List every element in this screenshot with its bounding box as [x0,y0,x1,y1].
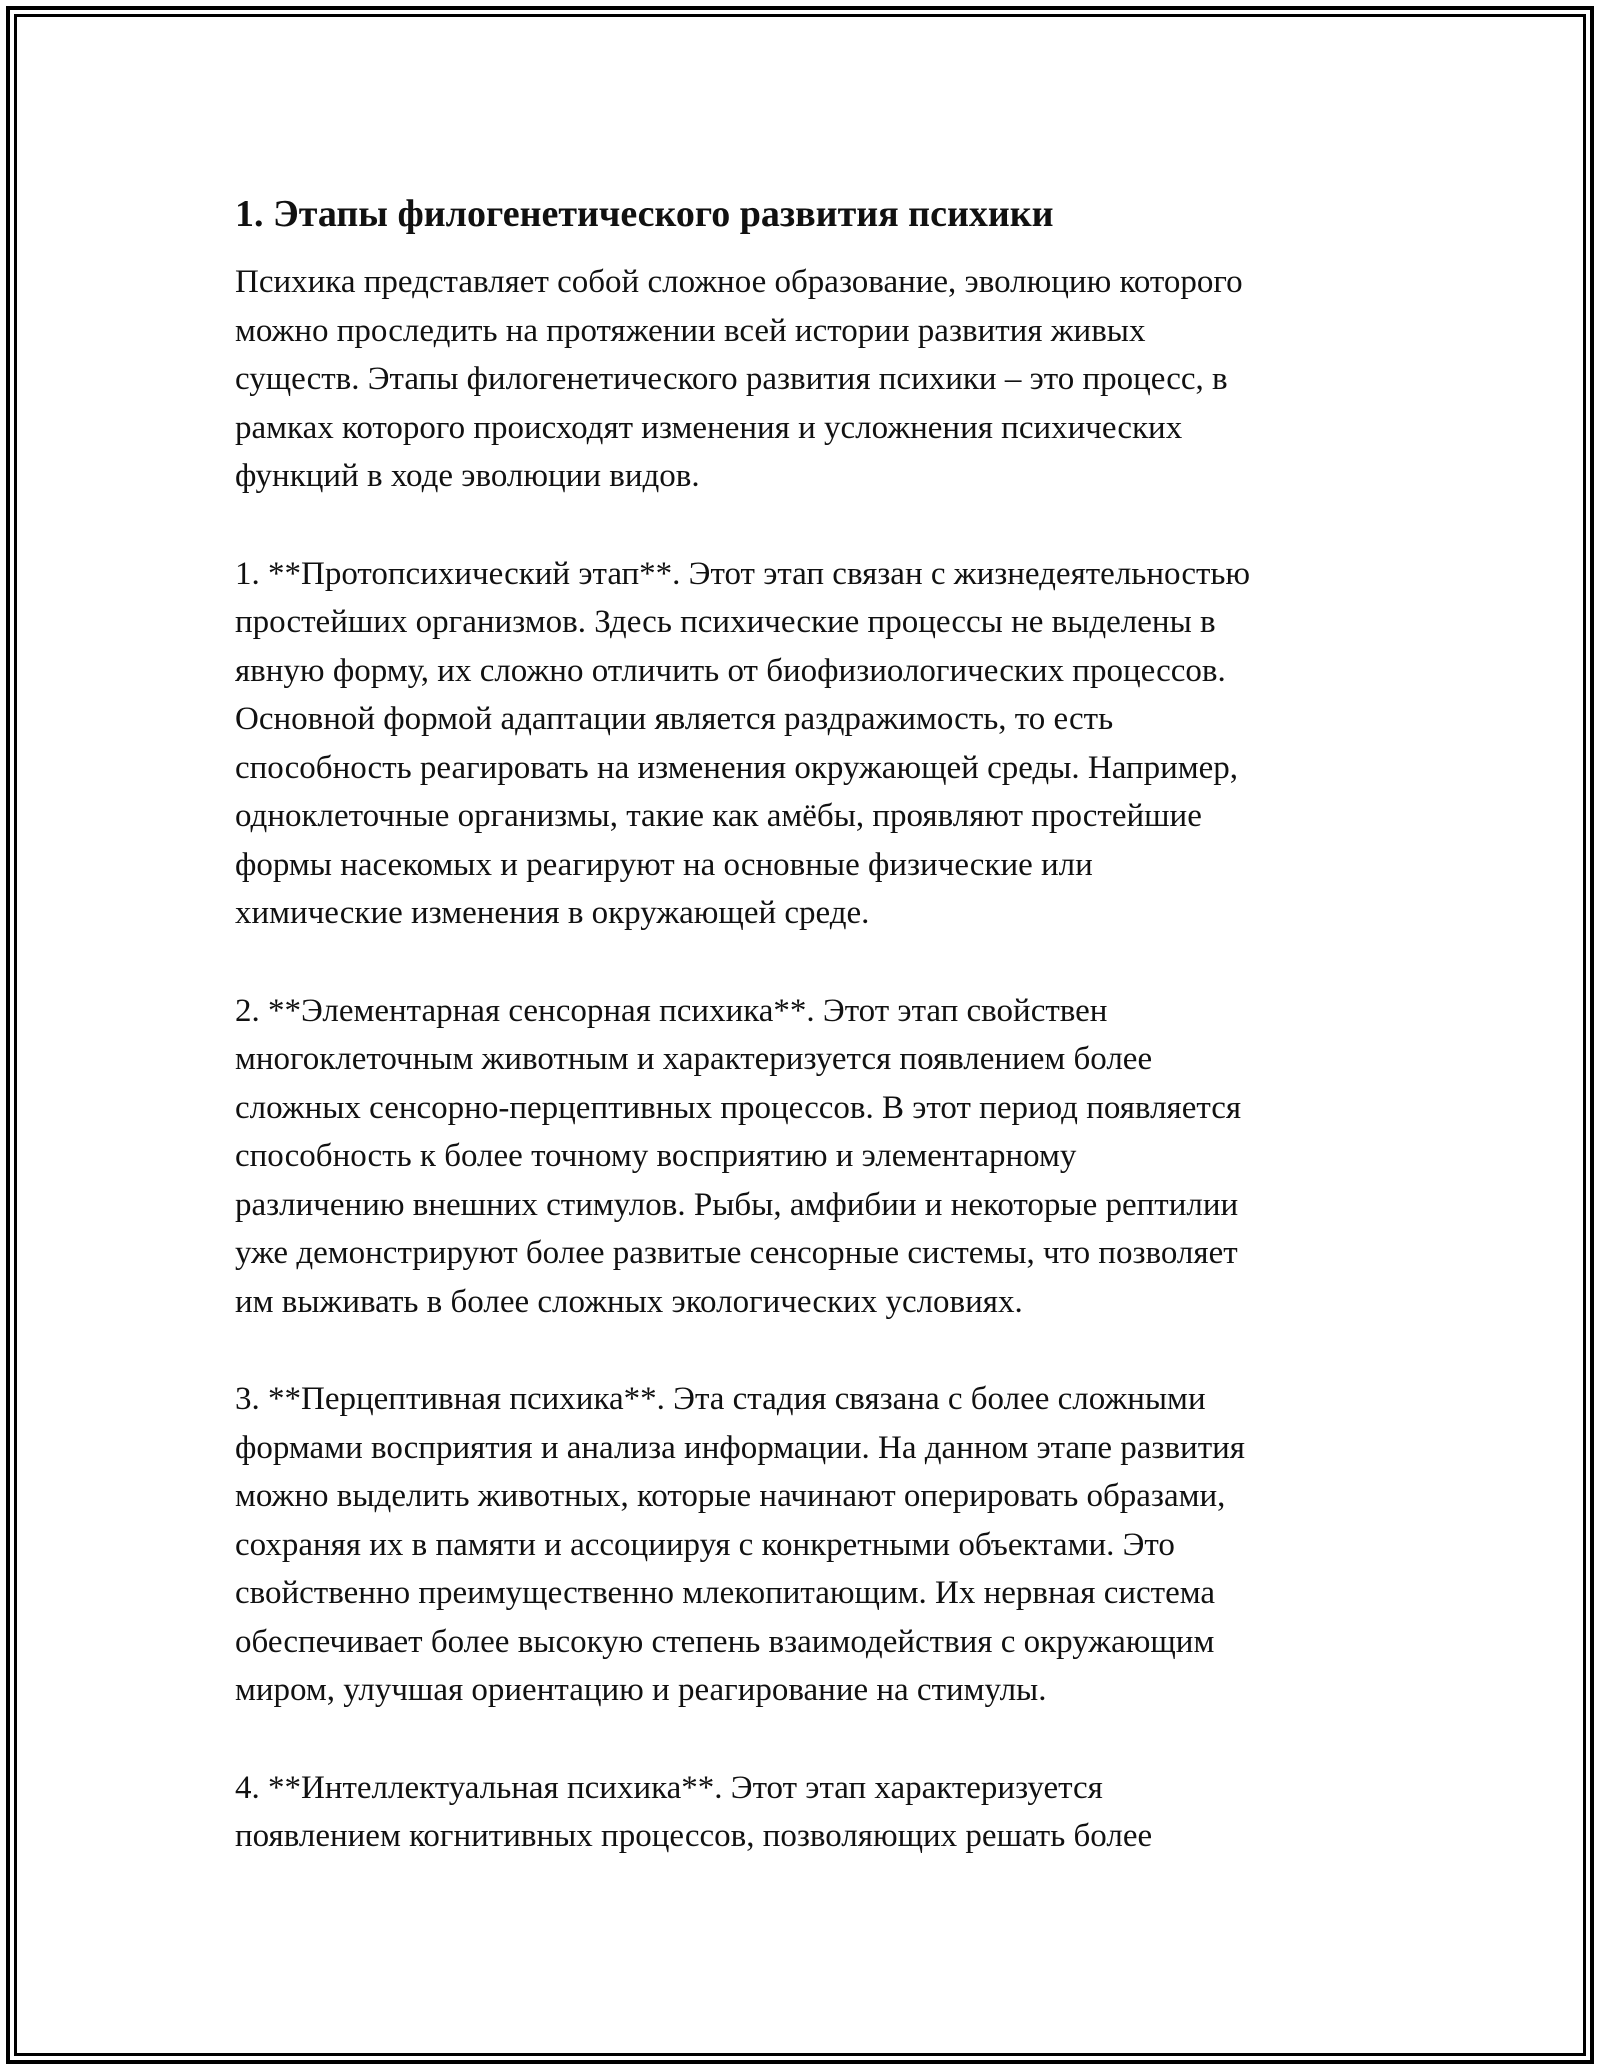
paragraph-stage-2: 2. **Элементарная сенсорная психика**. Этот этап свойствен многоклеточным животным и характеризуется появлением более сложных сенсорно-перцептивных процессов. В этот период появляется способность к более точному восприятию и элементарному различению внешних стимулов. Рыбы, амфибии и некоторые рептилии уже демонстрируют более развитые сенсорные системы, что позволяет им выживать в более сложных экологических условиях. [235,992,1242,1320]
document-body [235,186,1385,1910]
paragraph-stage-4: 4. **Интеллектуальная психика**. Этот этап характеризуется появлением когнитивных процессов, позволяющих решать более [235,1769,1153,1854]
document-title: 1. Этапы филогенетического развития психики [235,193,1054,235]
paragraph-stage-1: 1. **Протопсихический этап**. Этот этап связан с жизнедеятельностью простейших организмов. Здесь психические процессы не выделены в явную форму, их сложно отличить от биофизиологических процессов. Основной формой адаптации является раздражимость, то есть способность реагировать на изменения окружающей среды. Например, одноклеточные организмы, такие как амёбы, проявляют простейшие формы насекомых и реагируют на основные физические или химические изменения в окружающей среде. [235,555,1251,931]
paragraph-intro: Психика представляет собой сложное образование, эволюцию которого можно проследить на протяжении всей истории развития живых существ. Этапы филогенетического развития психики – это процесс, в рамках которого происходят изменения и усложнения психических функций в ходе эволюции видов. [235,264,1243,494]
paragraph-stage-3: 3. **Перцептивная психика**. Эта стадия связана с более сложными формами восприятия и анализа информации. На данном этапе развития можно выделить животных, которые начинают оперировать образами, сохраняя их в памяти и ассоциируя с конкретными объектами. Это свойственно преимущественно млекопитающим. Их нервная система обеспечивает более высокую степень взаимодействия с окружающим миром, улучшая ориентацию и реагирование на стимулы. [235,1381,1245,1708]
